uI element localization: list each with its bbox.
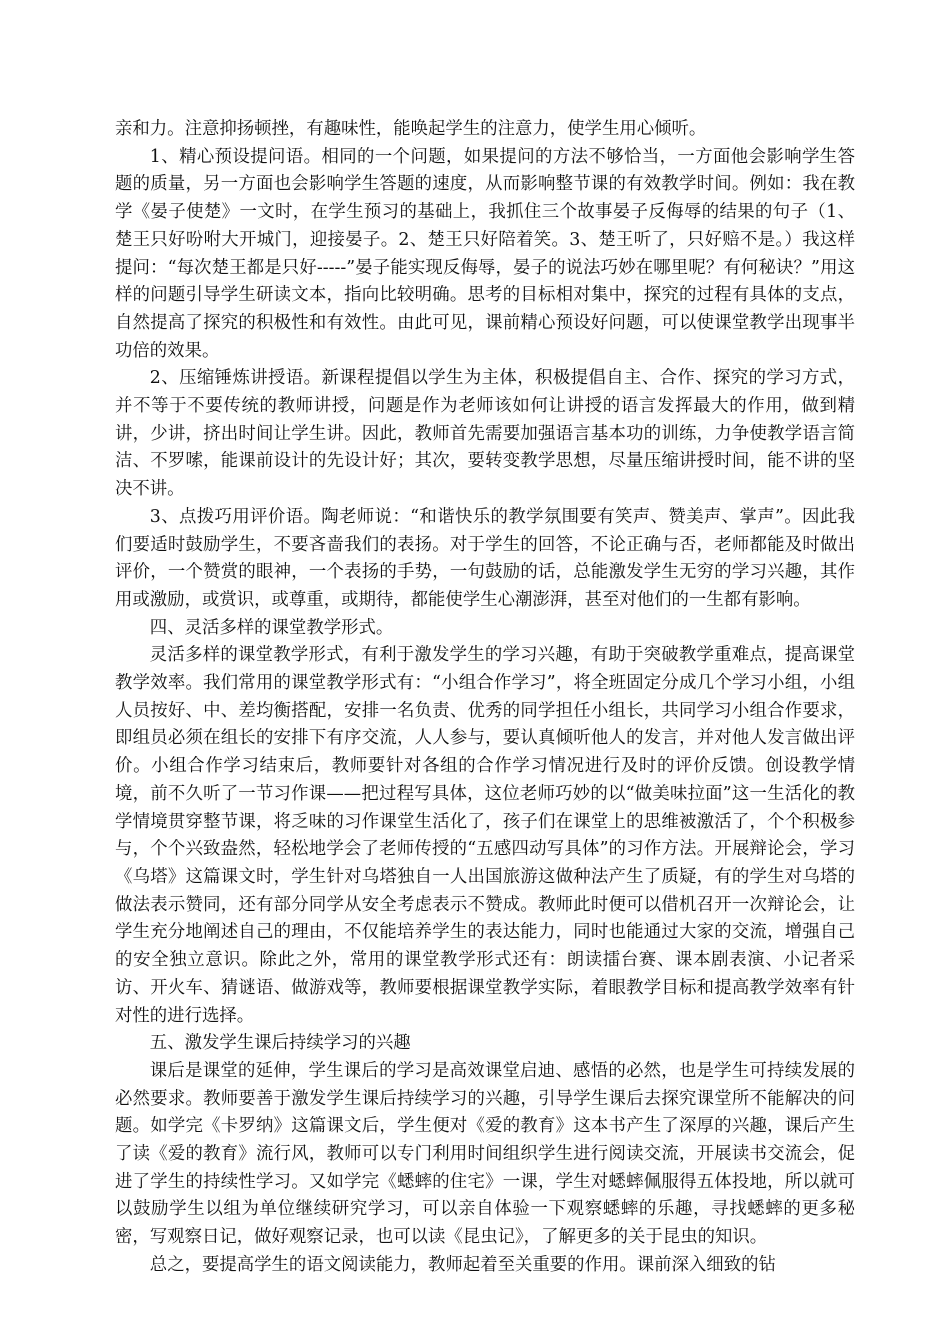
paragraph-lecturing: 2、压缩锤炼讲授语。新课程提倡以学生为主体，积极提倡自主、合作、探究的学习方式，并不等于不要传统的教师讲授，问题是作为老师该如何让讲授的语言发挥最大的作用，做到精讲，少讲，挤出时间让学生讲。因此，教师首先需要加强语言基本功的训练，力争使教学语言简洁、不罗嗦，能课前设计的先设计好；其次，要转变教学思想，尽量压缩讲授时间，能不讲的坚决不讲。 <box>115 368 855 500</box>
paragraph-teaching-forms: 灵活多样的课堂教学形式，有利于激发学生的学习兴趣，有助于突破教学重难点，提高课堂教学效率。我们常用的课堂教学形式有：“小组合作学习”，将全班固定分成几个学习小组，小组人员按好、中、差均衡搭配，安排一名负责、优秀的同学担任小组长，共同学习小组合作要求，即组员必须在组长的安排下有序交流，人人参与，要认真倾听他人的发言，并对他人发言做出评价。小组合作学习结束后，教师要针对各组的合作学习情况进行及时的评价反馈。创设教学情境，前不久听了一节习作课——把过程写具体，这位老师巧妙的以“做美味拉面”这一生活化的教学情境贯穿整节课，将乏味的习作课堂生活化了，孩子们在课堂上的思维被激活了，个个积极参与，个个兴致盎然，轻松地学会了老师传授的“五感四动写具体”的习作方法。开展辩论会，学习《乌塔》这篇课文时，学生针对乌塔独自一人出国旅游这做种法产生了质疑，有的学生对乌塔的做法表示赞同，还有部分同学从安全考虑表示不赞成。教师此时便可以借机召开一次辩论会，让学生充分地阐述自己的理由，不仅能培养学生的表达能力，同时也能通过大家的交流，增强自己的安全独立意识。除此之外，常用的课堂教学形式还有：朗读擂台赛、课本剧表演、小记者采访、开火车、猜谜语、做游戏等，教师要根据课堂教学实际，着眼教学目标和提高教学效率有针对性的进行选择。 <box>115 645 855 1026</box>
paragraph-evaluation: 3、点拨巧用评价语。陶老师说：“和谐快乐的教学氛围要有笑声、赞美声、掌声”。因此我们要适时鼓励学生，不要吝啬我们的表扬。对于学生的回答，不论正确与否，老师都能及时做出评价，一个赞赏的眼神，一个表扬的手势，一句鼓励的话，总能激发学生无穷的学习兴趣，其作用或激励，或赏识，或尊重，或期待，都能使学生心潮澎湃，甚至对他们的一生都有影响。 <box>115 506 855 610</box>
paragraph-conclusion: 总之，要提高学生的语文阅读能力，教师起着至关重要的作用。课前深入细致的钻 <box>149 1254 776 1275</box>
paragraph-questioning: 1、精心预设提问语。相同的一个问题，如果提问的方法不够恰当，一方面他会影响学生答题的质量，另一方面也会影响学生答题的速度，从而影响整节课的有效教学时间。例如：我在教学《晏子使楚》一文时，在学生预习的基础上，我抓住三个故事晏子反侮辱的结果的句子（1、楚王只好吩咐大开城门，迎接晏子。2、楚王只好陪着笑。3、楚王听了，只好赔不是。）我这样提问：“每次楚王都是只好-----”晏子能实现反侮辱，晏子的说法巧妙在哪里呢？有何秘诀？”用这样的问题引导学生研读文本，指向比较明确。思考的目标相对集中，探究的过程有具体的支点，自然提高了探究的积极性和有效性。由此可见，课前精心预设好问题，可以使课堂教学出现事半功倍的效果。 <box>115 146 855 361</box>
document-page <box>115 116 855 1280</box>
paragraph-continuation: 亲和力。注意抑扬顿挫，有趣味性，能唤起学生的注意力，使学生用心倾听。 <box>115 119 707 139</box>
section-heading-5: 五、激发学生课后持续学习的兴趣 <box>149 1033 411 1054</box>
paragraph-after-class: 课后是课堂的延伸，学生课后的学习是高效课堂启迪、感悟的必然，也是学生可持续发展的必然要求。教师要善于激发学生课后持续学习的兴趣，引导学生课后去探究课堂所不能解决的问题。如学完《卡罗纳》这篇课文后，学生便对《爱的教育》这本书产生了深厚的兴趣，课后产生了读《爱的教育》流行风，教师可以专门利用时间组织学生进行阅读交流，开展读书交流会，促进了学生的持续性学习。又如学完《蟋蟀的住宅》一课，学生对蟋蟀佩服得五体投地，所以就可以鼓励学生以组为单位继续研究学习，可以亲自体验一下观察蟋蟀的乐趣，寻找蟋蟀的更多秘密，写观察日记，做好观察记录，也可以读《昆虫记》，了解更多的关于昆虫的知识。 <box>115 1060 855 1248</box>
section-heading-4: 四、灵活多样的课堂教学形式。 <box>149 617 394 638</box>
